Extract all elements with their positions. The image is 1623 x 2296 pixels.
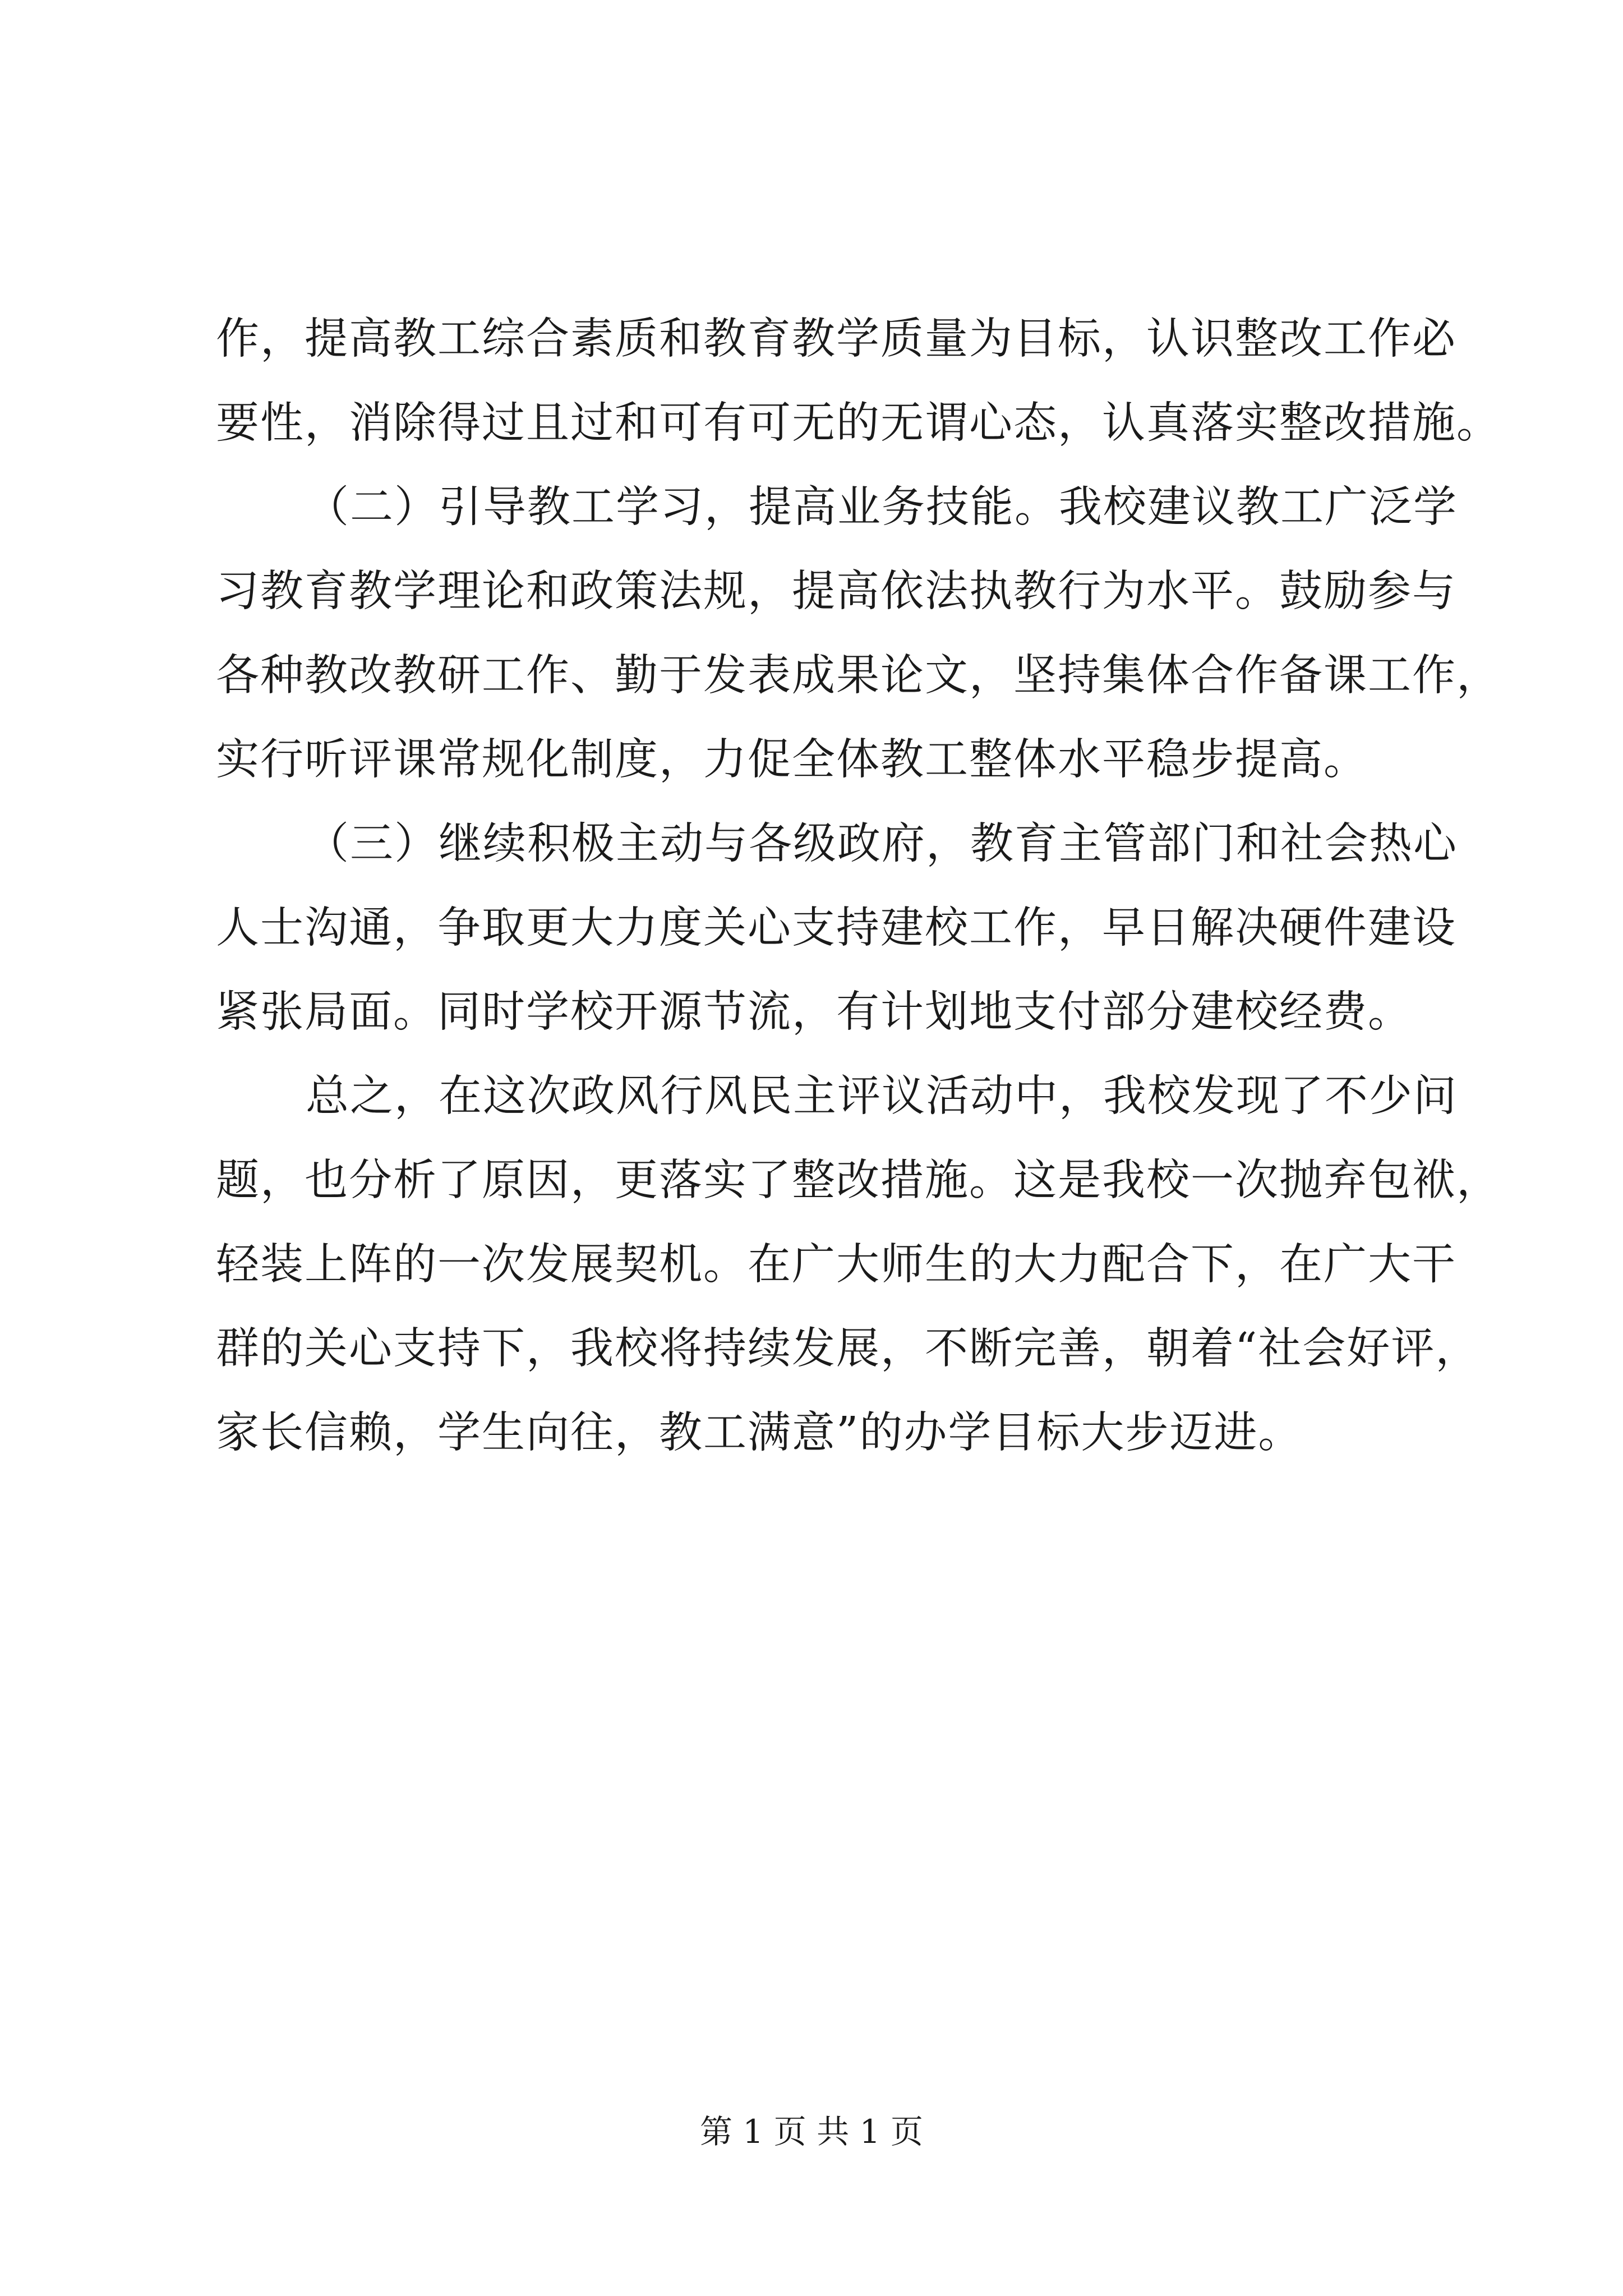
paragraph-4-line-4: 群的关心支持下，我校将持续发展，不断完善，朝着“社会好评， [216,1324,1480,1374]
paragraph-3-line-1: （三）继续积极主动与各级政府，教育主管部门和社会热心 [306,819,1458,869]
paragraph-4-line-2: 题，也分析了原因，更落实了整改措施。这是我校一次抛弃包袱， [216,1156,1501,1205]
paragraph-3-line-3: 紧张局面。同时学校开源节流，有计划地支付部分建校经费。 [216,987,1412,1037]
paragraph-1-line-1: 作，提高教工综合素质和教育教学质量为目标，认识整改工作必 [216,314,1456,364]
paragraph-4-line-1: 总之，在这次政风行风民主评议活动中，我校发现了不少问 [306,1071,1458,1121]
paragraph-2-line-2: 习教育教学理论和政策法规，提高依法执教行为水平。鼓励参与 [216,567,1456,616]
paragraph-2-line-1: （二）引导教工学习，提高业务技能。我校建议教工广泛学 [306,482,1458,532]
paragraph-2-line-4: 实行听评课常规化制度，力促全体教工整体水平稳步提高。 [216,735,1368,785]
paragraph-1-line-2: 要性，消除得过且过和可有可无的无谓心态，认真落实整改措施。 [216,398,1501,448]
paragraph-4-line-5: 家长信赖，学生向往，教工满意”的办学目标大步迈进。 [216,1408,1303,1458]
paragraph-2-line-3: 各种教改教研工作、勤于发表成果论文，坚持集体合作备课工作， [216,651,1501,701]
paragraph-4-line-3: 轻装上阵的一次发展契机。在广大师生的大力配合下，在广大干 [216,1240,1456,1290]
paragraph-3-line-2: 人士沟通，争取更大力度关心支持建校工作，早日解决硬件建设 [216,903,1456,953]
page-footer: 第 1 页 共 1 页 [700,2113,923,2151]
